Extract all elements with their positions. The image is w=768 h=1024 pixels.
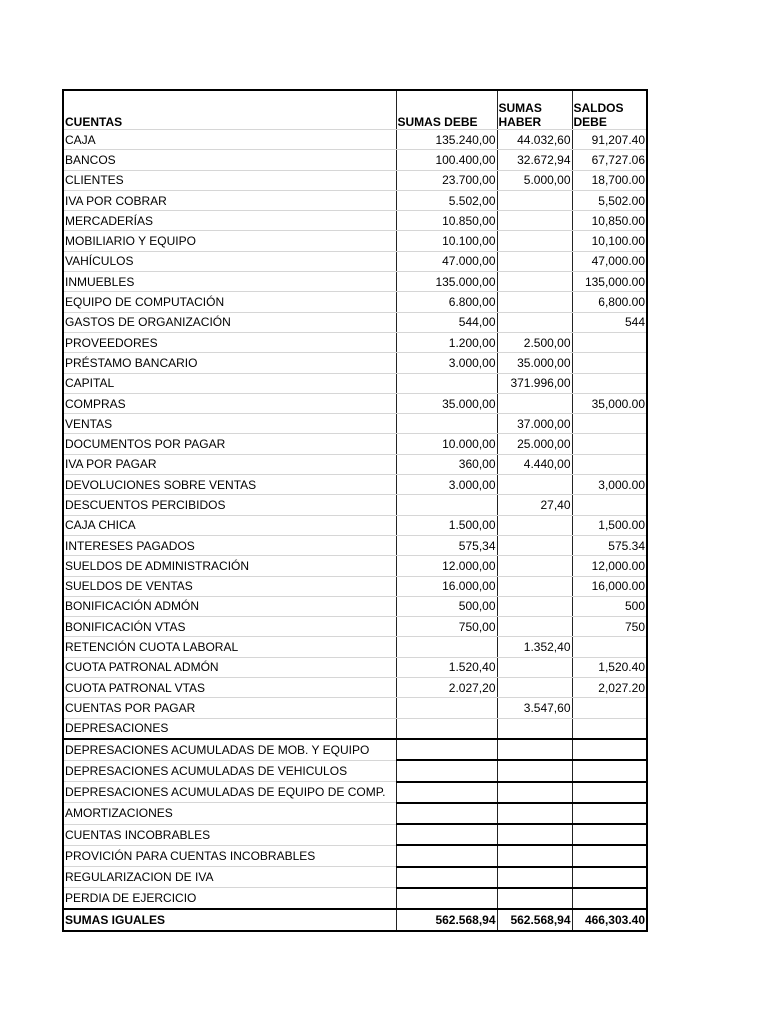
sumas-debe-cell[interactable] (396, 414, 497, 434)
account-name-cell[interactable]: PROVICIÓN PARA CUENTAS INCOBRABLES (63, 845, 396, 866)
sumas-haber-cell[interactable] (497, 231, 572, 251)
saldos-debe-cell[interactable] (572, 803, 647, 824)
saldos-debe-cell[interactable] (572, 718, 647, 739)
saldos-debe-cell[interactable]: 575.34 (572, 535, 647, 555)
table-row (63, 556, 647, 576)
sumas-haber-cell[interactable]: 4.440,00 (497, 454, 572, 474)
account-name-cell[interactable]: RETENCIÓN CUOTA LABORAL (63, 637, 396, 657)
table-row (63, 475, 647, 495)
account-name-cell[interactable]: REGULARIZACION DE IVA (63, 867, 396, 888)
sumas-debe-cell[interactable] (396, 867, 497, 888)
account-name-cell[interactable]: AMORTIZACIONES (63, 803, 396, 824)
header-sumas-debe[interactable]: SUMAS DEBE (396, 90, 497, 130)
account-name-cell[interactable]: DESCUENTOS PERCIBIDOS (63, 495, 396, 515)
saldos-debe-cell[interactable] (572, 414, 647, 434)
account-name-cell[interactable]: CAJA CHICA (63, 515, 396, 535)
sumas-debe-cell[interactable] (396, 698, 497, 718)
sumas-debe-cell[interactable]: 500,00 (396, 596, 497, 616)
account-name-cell[interactable]: BONIFICACIÓN ADMÓN (63, 596, 396, 616)
saldos-debe-cell[interactable] (572, 739, 647, 760)
saldos-debe-cell[interactable]: 1,500.00 (572, 515, 647, 535)
account-name-cell[interactable]: CAPITAL (63, 373, 396, 393)
sumas-debe-cell[interactable]: 23.700,00 (396, 170, 497, 190)
table-row (63, 698, 647, 718)
sumas-haber-cell[interactable]: 2.500,00 (497, 332, 572, 352)
sumas-haber-cell[interactable]: 35.000,00 (497, 353, 572, 373)
table-row (63, 867, 647, 888)
account-name-cell[interactable]: SUELDOS DE ADMINISTRACIÓN (63, 556, 396, 576)
sumas-debe-cell[interactable] (396, 718, 497, 739)
sumas-haber-cell[interactable] (497, 824, 572, 845)
table-row (63, 414, 647, 434)
table-row (63, 211, 647, 231)
account-name-cell[interactable]: PRÉSTAMO BANCARIO (63, 353, 396, 373)
saldos-debe-cell[interactable]: 500 (572, 596, 647, 616)
account-name-cell[interactable]: GASTOS DE ORGANIZACIÓN (63, 312, 396, 332)
header-saldos-debe[interactable]: SALDOS DEBE (572, 90, 647, 130)
sumas-debe-cell[interactable]: 5.502,00 (396, 190, 497, 210)
table-row (63, 332, 647, 352)
header-row (63, 90, 647, 130)
table-row (63, 760, 647, 781)
account-name-cell[interactable]: DEPRESACIONES ACUMULADAS DE MOB. Y EQUIPO (63, 739, 396, 760)
sumas-debe-cell[interactable]: 16.000,00 (396, 576, 497, 596)
saldos-debe-cell[interactable] (572, 495, 647, 515)
saldos-debe-cell[interactable] (572, 782, 647, 803)
table-row (63, 803, 647, 824)
sumas-haber-cell[interactable]: 44.032,60 (497, 130, 572, 150)
sumas-debe-cell[interactable]: 3.000,00 (396, 475, 497, 495)
account-name-cell[interactable]: CLIENTES (63, 170, 396, 190)
account-name-cell[interactable]: PROVEEDORES (63, 332, 396, 352)
account-name-cell[interactable]: MOBILIARIO Y EQUIPO (63, 231, 396, 251)
sumas-haber-cell[interactable] (497, 211, 572, 231)
sumas-debe-cell[interactable] (396, 373, 497, 393)
sumas-debe-cell[interactable]: 12.000,00 (396, 556, 497, 576)
saldos-debe-cell[interactable]: 1,520.40 (572, 657, 647, 677)
sumas-haber-cell[interactable] (497, 393, 572, 413)
sumas-haber-cell[interactable] (497, 251, 572, 271)
sumas-haber-cell[interactable]: 25.000,00 (497, 434, 572, 454)
saldos-debe-cell[interactable]: 91,207.40 (572, 130, 647, 150)
sumas-haber-cell[interactable] (497, 760, 572, 781)
totals-saldos-debe[interactable]: 466,303.40 (572, 909, 647, 930)
totals-sumas-haber[interactable]: 562.568,94 (497, 909, 572, 930)
sumas-haber-cell[interactable] (497, 475, 572, 495)
sumas-debe-cell[interactable]: 2.027,20 (396, 678, 497, 698)
table-row (63, 782, 647, 803)
table-row (63, 353, 647, 373)
saldos-debe-cell[interactable]: 135,000.00 (572, 272, 647, 292)
sumas-haber-cell[interactable] (497, 576, 572, 596)
sumas-haber-cell[interactable]: 1.352,40 (497, 637, 572, 657)
saldos-debe-cell[interactable]: 12,000.00 (572, 556, 647, 576)
totals-label[interactable]: SUMAS IGUALES (63, 909, 396, 930)
sumas-haber-cell[interactable]: 27,40 (497, 495, 572, 515)
table-row (63, 251, 647, 271)
sumas-debe-cell[interactable] (396, 782, 497, 803)
table-row (63, 596, 647, 616)
account-rows (63, 130, 647, 910)
saldos-debe-cell[interactable]: 47,000.00 (572, 251, 647, 271)
header-sumas-haber[interactable]: SUMAS HABER (497, 90, 572, 130)
table-row (63, 576, 647, 596)
account-name-cell[interactable]: INMUEBLES (63, 272, 396, 292)
sumas-debe-cell[interactable] (396, 739, 497, 760)
sumas-haber-cell[interactable] (497, 596, 572, 616)
table-row (63, 718, 647, 739)
table-row (63, 373, 647, 393)
account-name-cell[interactable]: DEPRESACIONES ACUMULADAS DE EQUIPO DE COMP. (63, 782, 396, 803)
account-name-cell[interactable]: VENTAS (63, 414, 396, 434)
account-name-cell[interactable]: BANCOS (63, 150, 396, 170)
saldos-debe-cell[interactable] (572, 760, 647, 781)
saldos-debe-cell[interactable] (572, 867, 647, 888)
saldos-debe-cell[interactable]: 16,000.00 (572, 576, 647, 596)
table-row (63, 845, 647, 866)
sumas-debe-cell[interactable] (396, 888, 497, 909)
sumas-debe-cell[interactable]: 360,00 (396, 454, 497, 474)
sumas-haber-cell[interactable] (497, 657, 572, 677)
saldos-debe-cell[interactable] (572, 888, 647, 909)
table-row (63, 824, 647, 845)
saldos-debe-cell[interactable] (572, 698, 647, 718)
saldos-debe-cell[interactable]: 67,727.06 (572, 150, 647, 170)
sumas-debe-cell[interactable]: 575,34 (396, 535, 497, 555)
saldos-debe-cell[interactable]: 10,100.00 (572, 231, 647, 251)
saldos-debe-cell[interactable]: 6,800.00 (572, 292, 647, 312)
saldos-debe-cell[interactable] (572, 454, 647, 474)
saldos-debe-cell[interactable]: 35,000.00 (572, 393, 647, 413)
account-name-cell[interactable]: CUOTA PATRONAL VTAS (63, 678, 396, 698)
account-name-cell[interactable]: CUENTAS POR PAGAR (63, 698, 396, 718)
sumas-haber-cell[interactable] (497, 718, 572, 739)
account-name-cell[interactable]: CUOTA PATRONAL ADMÓN (63, 657, 396, 677)
account-name-cell[interactable]: DOCUMENTOS POR PAGAR (63, 434, 396, 454)
sumas-debe-cell[interactable]: 3.000,00 (396, 353, 497, 373)
sumas-debe-cell[interactable]: 35.000,00 (396, 393, 497, 413)
saldos-debe-cell[interactable] (572, 373, 647, 393)
account-name-cell[interactable]: BONIFICACIÓN VTAS (63, 617, 396, 637)
sumas-debe-cell[interactable]: 1.200,00 (396, 332, 497, 352)
sumas-haber-cell[interactable] (497, 867, 572, 888)
account-name-cell[interactable]: IVA POR PAGAR (63, 454, 396, 474)
account-name-cell[interactable]: INTERESES PAGADOS (63, 535, 396, 555)
sumas-debe-cell[interactable]: 135.000,00 (396, 272, 497, 292)
table-row (63, 170, 647, 190)
sumas-debe-cell[interactable]: 100.400,00 (396, 150, 497, 170)
sumas-debe-cell[interactable]: 6.800,00 (396, 292, 497, 312)
saldos-debe-cell[interactable] (572, 332, 647, 352)
table-row (63, 292, 647, 312)
sumas-haber-cell[interactable] (497, 739, 572, 760)
sumas-debe-cell[interactable] (396, 803, 497, 824)
sumas-debe-cell[interactable]: 10.850,00 (396, 211, 497, 231)
sumas-debe-cell[interactable]: 750,00 (396, 617, 497, 637)
table-row (63, 312, 647, 332)
account-name-cell[interactable]: DEPRESACIONES (63, 718, 396, 739)
sumas-debe-cell[interactable]: 544,00 (396, 312, 497, 332)
sumas-haber-cell[interactable] (497, 888, 572, 909)
table-row (63, 393, 647, 413)
sumas-haber-cell[interactable]: 37.000,00 (497, 414, 572, 434)
sumas-haber-cell[interactable] (497, 782, 572, 803)
saldos-debe-cell[interactable]: 10,850.00 (572, 211, 647, 231)
account-name-cell[interactable]: CUENTAS INCOBRABLES (63, 824, 396, 845)
saldos-debe-cell[interactable]: 3,000.00 (572, 475, 647, 495)
sumas-debe-cell[interactable] (396, 824, 497, 845)
saldos-debe-cell[interactable] (572, 353, 647, 373)
saldos-debe-cell[interactable] (572, 824, 647, 845)
table-row (63, 739, 647, 760)
sumas-haber-cell[interactable] (497, 535, 572, 555)
table-row (63, 657, 647, 677)
sumas-haber-cell[interactable] (497, 678, 572, 698)
sumas-haber-cell[interactable]: 3.547,60 (497, 698, 572, 718)
saldos-debe-cell[interactable]: 544 (572, 312, 647, 332)
totals-row (63, 909, 647, 930)
sumas-debe-cell[interactable] (396, 760, 497, 781)
sumas-debe-cell[interactable]: 135.240,00 (396, 130, 497, 150)
sumas-haber-cell[interactable] (497, 617, 572, 637)
saldos-debe-cell[interactable] (572, 637, 647, 657)
sumas-debe-cell[interactable]: 1.520,40 (396, 657, 497, 677)
sumas-haber-cell[interactable] (497, 515, 572, 535)
table-row (63, 454, 647, 474)
sumas-haber-cell[interactable] (497, 845, 572, 866)
saldos-debe-cell[interactable] (572, 845, 647, 866)
sumas-haber-cell[interactable]: 5.000,00 (497, 170, 572, 190)
table-row (63, 637, 647, 657)
table-row (63, 678, 647, 698)
sumas-haber-cell[interactable] (497, 556, 572, 576)
saldos-debe-cell[interactable] (572, 434, 647, 454)
account-name-cell[interactable]: DEVOLUCIONES SOBRE VENTAS (63, 475, 396, 495)
table-row (63, 150, 647, 170)
account-name-cell[interactable]: SUELDOS DE VENTAS (63, 576, 396, 596)
table-row (63, 515, 647, 535)
sumas-debe-cell[interactable]: 10.100,00 (396, 231, 497, 251)
sumas-debe-cell[interactable]: 1.500,00 (396, 515, 497, 535)
sumas-debe-cell[interactable]: 10.000,00 (396, 434, 497, 454)
sumas-debe-cell[interactable] (396, 495, 497, 515)
table-row (63, 231, 647, 251)
sumas-haber-cell[interactable] (497, 292, 572, 312)
sumas-debe-cell[interactable] (396, 845, 497, 866)
sumas-haber-cell[interactable] (497, 190, 572, 210)
account-name-cell[interactable]: VAHÍCULOS (63, 251, 396, 271)
table-row (63, 130, 647, 150)
table-row (63, 272, 647, 292)
sumas-haber-cell[interactable]: 32.672,94 (497, 150, 572, 170)
account-name-cell[interactable]: MERCADERÍAS (63, 211, 396, 231)
header-cuentas[interactable]: CUENTAS (63, 90, 396, 130)
sumas-debe-cell[interactable]: 47.000,00 (396, 251, 497, 271)
saldos-debe-cell[interactable]: 2,027.20 (572, 678, 647, 698)
account-name-cell[interactable]: COMPRAS (63, 393, 396, 413)
account-name-cell[interactable]: IVA POR COBRAR (63, 190, 396, 210)
account-name-cell[interactable]: EQUIPO DE COMPUTACIÓN (63, 292, 396, 312)
account-name-cell[interactable]: PERDIA DE EJERCICIO (63, 888, 396, 909)
saldos-debe-cell[interactable]: 5,502.00 (572, 190, 647, 210)
table-row (63, 535, 647, 555)
trial-balance-table (62, 89, 648, 932)
sumas-haber-cell[interactable] (497, 272, 572, 292)
account-name-cell[interactable]: CAJA (63, 130, 396, 150)
table-row (63, 888, 647, 909)
table-row (63, 495, 647, 515)
table-row (63, 617, 647, 637)
saldos-debe-cell[interactable]: 750 (572, 617, 647, 637)
sumas-haber-cell[interactable]: 371.996,00 (497, 373, 572, 393)
table-row (63, 190, 647, 210)
account-name-cell[interactable]: DEPRESACIONES ACUMULADAS DE VEHICULOS (63, 760, 396, 781)
totals-sumas-debe[interactable]: 562.568,94 (396, 909, 497, 930)
sumas-debe-cell[interactable] (396, 637, 497, 657)
sumas-haber-cell[interactable] (497, 803, 572, 824)
table-row (63, 434, 647, 454)
sumas-haber-cell[interactable] (497, 312, 572, 332)
saldos-debe-cell[interactable]: 18,700.00 (572, 170, 647, 190)
